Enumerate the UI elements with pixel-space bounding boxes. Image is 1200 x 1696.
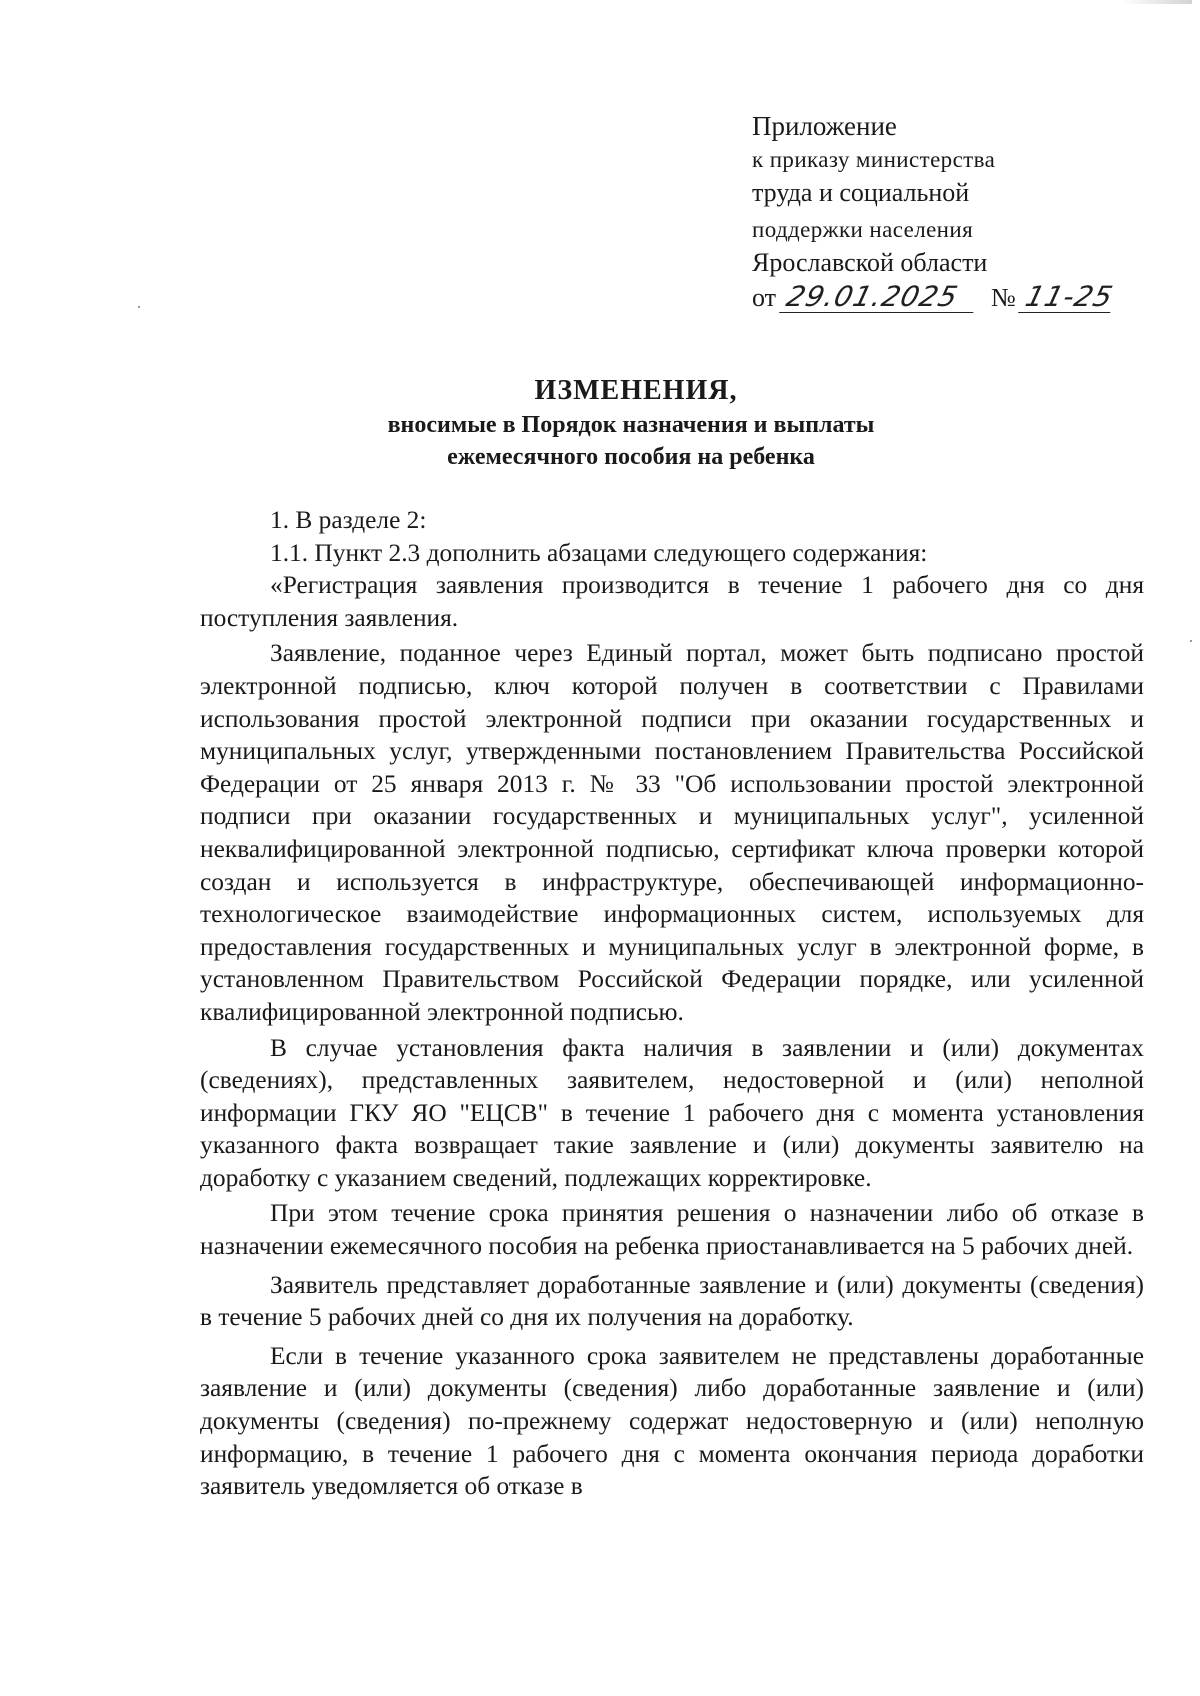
paragraph: Заявитель представляет доработанные заявление и (или) документы (сведения) в течение 5 рабочих дней со дня их получения на доработку. <box>200 1270 1144 1332</box>
document-subtitle: вносимые в Порядок назначения и выплаты <box>387 412 875 438</box>
document-body <box>200 504 1144 1503</box>
scan-speck <box>1190 640 1192 642</box>
paragraph: В случае установления факта наличия в заявлении и (или) документах (сведениях), представленных заявителем, недостоверной и (или) неполной информации ГКУ ЯО "ЕЦСВ" в течение 1 рабочего дня с момента установления указанного факта возвращает такие заявление и (или) документы заявителю на доработку с указанием сведений, подлежащих корректировке. <box>200 1033 1144 1192</box>
appendix-line: к приказу министерства <box>752 147 996 172</box>
document-subtitle: ежемесячного пособия на ребенка <box>447 444 815 470</box>
paragraph: При этом течение срока принятия решения о назначении либо об отказе в назначении ежемесячного пособия на ребенка приостанавливается на 5 рабочих дней. <box>200 1199 1144 1261</box>
appendix-line: труда и социальной <box>752 178 970 207</box>
appendix-title: Приложение <box>752 111 897 141</box>
paragraph: 1. В разделе 2: <box>270 506 427 534</box>
scan-artifact <box>1122 0 1192 4</box>
appendix-block <box>752 110 1152 314</box>
paragraph: «Регистрация заявления производится в течение 1 рабочего дня со дня поступления заявления. <box>200 571 1144 632</box>
date-prefix: от <box>752 283 777 312</box>
title-block <box>0 373 1200 473</box>
number-sign: № <box>991 283 1016 312</box>
handwritten-date: 29.01.2025 <box>779 282 981 313</box>
document-title: ИЗМЕНЕНИЯ, <box>534 375 738 406</box>
paragraph: Если в течение указанного срока заявителем не представлены доработанные заявление и (или) документы (сведения) либо доработанные заявление и (или) документы (сведения) по-прежнему содержат недостоверную и (или) неполную информацию, в течение 1 рабочего дня с момента окончания периода доработки заявитель уведомляется об отказе в <box>200 1341 1144 1501</box>
order-date-line <box>752 281 1152 314</box>
scan-speck <box>138 306 140 308</box>
handwritten-number: 11-25 <box>1018 282 1118 313</box>
paragraph: Заявление, поданное через Единый портал, может быть подписано простой электронной подписью, ключ которой получен в соответствии с Правилами использования простой электронной подписи при оказании государственных и муниципальных услуг, утвержденными постановлением Правительства Российской Федерации от 25 января 2013 г. № 33 "Об использовании простой электронной подписи при оказании государственных и муниципальных услуг", усиленной неквалифицированной электронной подписью, сертификат ключа проверки которой создан и используется в инфраструктуре, обеспечивающей информационно-технологическое взаимодействие информационных систем, используемых для предоставления государственных и муниципальных услуг в электронной форме, в установленном Правительством Российской Федерации порядке, или усиленной квалифицированной электронной подписью. <box>200 639 1144 1026</box>
paragraph: 1.1. Пункт 2.3 дополнить абзацами следующего содержания: <box>270 538 928 567</box>
appendix-line: поддержки населения <box>752 217 974 242</box>
appendix-line: Ярославской области <box>752 248 988 277</box>
